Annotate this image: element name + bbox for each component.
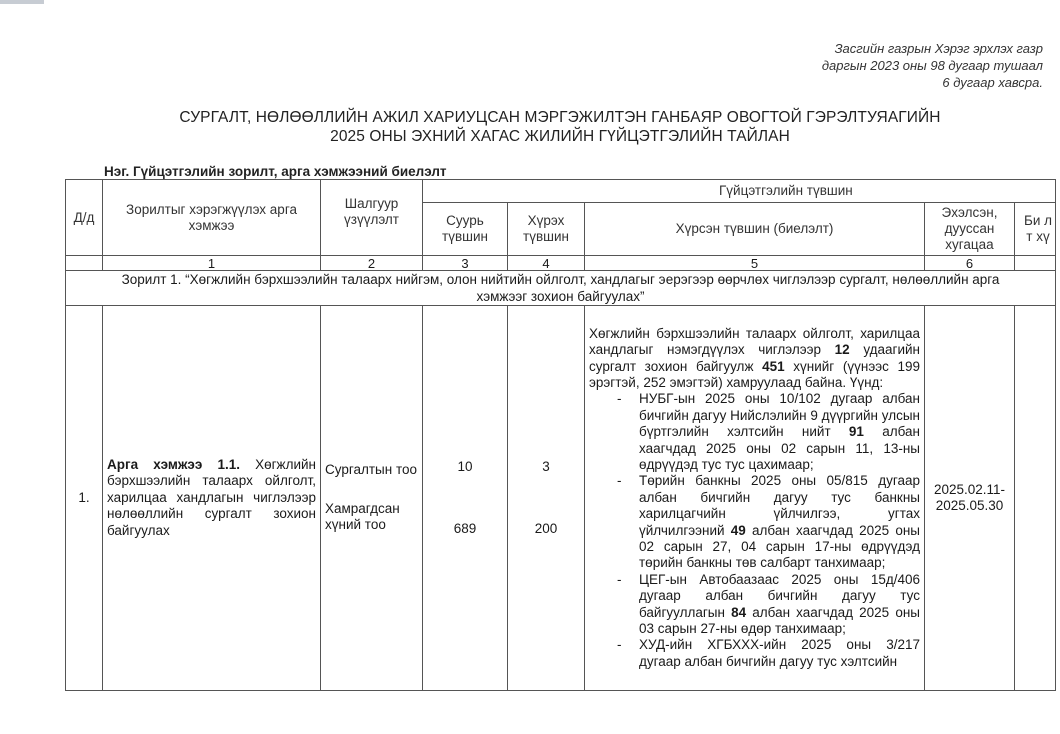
header-baseline: Суурь түвшин — [423, 203, 508, 256]
achieved-summary — [589, 326, 920, 392]
item-text: албан хаагчдад 2025 оны 02 сарын 11, 13-ны өдрүүдэд тус тус цахимаар; — [639, 424, 920, 472]
header-performance-level: Гүйцэтгэлийн түвшин — [423, 180, 1056, 203]
header-measure: Зорилтыг хэрэгжүүлэх арга хэмжээ — [103, 180, 321, 256]
dash-bullet: - — [617, 571, 622, 587]
target-cell — [508, 306, 585, 691]
indicator-cell — [321, 306, 423, 691]
dash-bullet: - — [617, 473, 622, 489]
row-number: 1. — [66, 306, 103, 691]
header-cut-column: Би лт хү — [1015, 203, 1056, 256]
item-text: Төрийн банкны 2025 оны 05/815 дугаар албан бичгийн дагуу тус банкны харилцагчийн үйлчилгээ, угтах үйлчилгээний — [639, 473, 920, 538]
column-number-row — [66, 256, 1056, 271]
dash-bullet: - — [617, 637, 622, 653]
summary-text: удаагийн сургалт зохион байгуулж — [589, 342, 920, 374]
baseline-trainings: 10 — [457, 458, 473, 474]
indicator-trainings: Сургалтын тоо — [325, 462, 418, 478]
measure-label: Арга хэмжээ 1.1. — [107, 456, 240, 472]
annex-note-line: 6 дугаар хавсра. — [942, 75, 1043, 90]
measure-cell — [103, 306, 321, 691]
training-list — [589, 391, 920, 670]
column-number: 4 — [508, 256, 585, 271]
table-header-row-1 — [66, 180, 1056, 203]
dash-bullet: - — [617, 391, 622, 407]
list-item — [589, 473, 920, 571]
target-trainings: 3 — [542, 458, 550, 474]
goal-row — [66, 271, 1056, 306]
column-number: 2 — [321, 256, 423, 271]
summary-count-people: 451 — [762, 358, 785, 374]
achieved-cell — [585, 306, 925, 691]
period-cell: 2025.02.11-2025.05.30 — [925, 306, 1015, 691]
summary-text: хүнийг (үүнээс 199 эрэгтэй, 252 эмэгтэй) хамруулаад байна. Үүнд: — [589, 358, 920, 390]
item-text: НУБГ-ын 2025 оны 10/102 дугаар албан бичгийн дагуу Нийслэлийн 9 дүүргийн улсын бүртгэлийн хэлтсийн нийт — [639, 391, 920, 440]
column-number-blank — [66, 256, 103, 271]
list-item — [589, 637, 920, 670]
report-title — [60, 108, 1060, 146]
header-no: Д/д — [66, 180, 103, 256]
item-count: 84 — [731, 604, 747, 620]
item-text: албан хаагчдад 2025 оны 03 сарын 27-ны өдөр танхимаар; — [639, 604, 920, 637]
column-number-blank — [1015, 256, 1056, 271]
performance-table — [65, 179, 1056, 691]
header-achieved: Хүрсэн түвшин (биелэлт) — [585, 203, 925, 256]
report-title-line-1: СУРГАЛТ, НӨЛӨӨЛЛИЙН АЖИЛ ХАРИУЦСАН МЭРГЭЖИЛТЭН ГАНБАЯР ОВОГТОЙ ГЭРЭЛТУЯАГИЙН — [179, 109, 941, 126]
item-text: ХУД-ийн ХГБХХХ-ийн 2025 оны 3/217 дугаар албан бичгийн дагуу тус хэлтсийн — [639, 637, 920, 669]
goal-text: Зорилт 1. “Хөгжлийн бэрхшээлийн талаарх нийгэм, олон нийтийн ойлголт, хандлагыг эерэгээр өөрчлөх чиглэлээр сургалт, нөлөөллийн арга хэмжээг зохион байгуулах” — [66, 271, 1056, 306]
report-title-line-2: 2025 ОНЫ ЭХНИЙ ХАГАС ЖИЛИЙН ГҮЙЦЭТГЭЛИЙН ТАЙЛАН — [330, 128, 790, 145]
target-participants: 200 — [534, 521, 558, 536]
section-heading: Нэг. Гүйцэтгэлийн зорилт, арга хэмжээний биелэлт — [104, 164, 447, 179]
column-number: 6 — [925, 256, 1015, 271]
annex-note-line: Засгийн газрын Хэрэг эрхлэх газр — [834, 41, 1043, 56]
item-count: 91 — [848, 424, 864, 440]
list-item — [589, 391, 920, 473]
summary-text: Хөгжлийн бэрхшээлийн талаарх ойлголт, харилцаа хандлагыг нэмэгдүүлэх чиглэлээр — [589, 325, 920, 358]
summary-count-trainings: 12 — [834, 342, 850, 358]
measure-text: Хөгжлийн бэрхшээлийн талаарх ойлголт, харилцаа хандлагын чиглэлээр нөлөөллийн сургалт зохион байгуулах — [107, 456, 316, 538]
scan-edge-mark — [0, 0, 44, 4]
table-row — [66, 306, 1056, 691]
column-number: 1 — [103, 256, 321, 271]
header-indicator: Шалгуур үзүүлэлт — [321, 180, 423, 256]
annex-note — [643, 40, 1043, 91]
indicator-participants: Хамрагдсан хүний тоо — [325, 500, 400, 533]
baseline-cell — [423, 306, 508, 691]
item-text: албан хаагчдад 2025 оны 02 сарын 27, 04 сарын 17-ны өдрүүдэд төрийн банкны төв салбарт танхимаар; — [639, 522, 920, 571]
column-number: 3 — [423, 256, 508, 271]
list-item — [589, 572, 920, 638]
annex-note-line: даргын 2023 оны 98 дугаар тушаал — [821, 58, 1043, 73]
header-period: Эхэлсэн, дууссан хугацаа — [925, 203, 1015, 256]
cut-column-cell — [1015, 306, 1056, 691]
baseline-participants: 689 — [453, 521, 477, 536]
item-text: ЦЕГ-ын Автобаазаас 2025 оны 15д/406 дугаар албан бичгийн дагуу тус байгууллагын — [639, 571, 920, 620]
item-count: 49 — [730, 522, 746, 538]
header-target: Хүрэх түвшин — [508, 203, 585, 256]
column-number: 5 — [585, 256, 925, 271]
